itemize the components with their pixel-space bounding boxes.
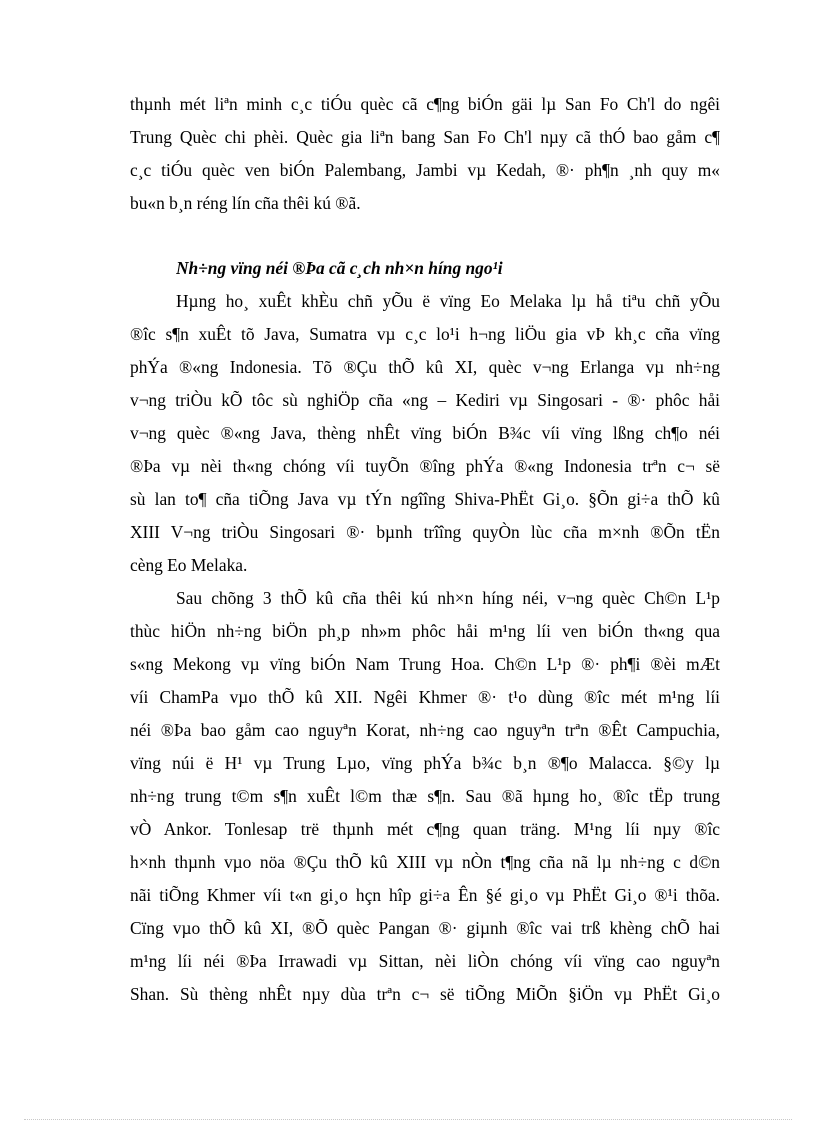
paragraph-3-line-9: h×nh thµnh vµo nöa ®Çu thÕ kû XIII vµ nÒn t¶ng cña nã lµ nh÷ng c d©n (130, 852, 720, 872)
paragraph-3-line-3: s«ng Mekong vµ vïng biÓn Nam Trung Hoa. Ch©n L¹p ®· ph¶i ®èi mÆt (130, 654, 720, 674)
paragraph-2-line-2: ®îc s¶n xuÊt tõ Java, Sumatra vµ c¸c lo¹i h¬ng liÖu gia vÞ kh¸c cña vïng (130, 324, 720, 344)
paragraph-1-line-2: Trung Quèc chi phèi. Quèc gia liªn bang San Fo Ch'l nµy cã thÓ bao gåm c¶ (130, 127, 720, 147)
paragraph-3-line-12: m¹ng líi néi ®Þa Irrawadi vµ Sittan, nèi liÒn chóng víi vïng cao nguyªn (130, 951, 720, 971)
paragraph-3-line-11: Cïng vµo thÕ kû XI, ®Õ quèc Pangan ®· giµnh ®îc vai trß khèng chÕ hai (130, 918, 720, 938)
paragraph-1-line-1: thµnh mét liªn minh c¸c tiÓu quèc cã c¶ng biÓn gäi lµ San Fo Ch'l do ngêi (130, 94, 720, 114)
paragraph-2-line-5: v¬ng quèc ®«ng Java, thèng nhÊt vïng biÓn B¾c víi vïng lßng ch¶o néi (130, 423, 720, 443)
paragraph-3-line-13: Shan. Sù thèng nhÊt nµy dùa trªn c¬ së tiÕng MiÕn §iÖn vµ PhËt Gi¸o (130, 984, 720, 1004)
paragraph-3-line-8: vÒ Ankor. Tonlesap trë thµnh mét c¶ng quan träng. M¹ng líi nµy ®îc (130, 819, 720, 839)
section-heading: Nh÷ng vïng néi ®Þa cã c¸ch nh×n híng ngo¹i (176, 258, 503, 278)
paragraph-3-line-1: Sau chõng 3 thÕ kû cña thêi kú nh×n híng néi, v¬ng quèc Ch©n L¹p (176, 588, 720, 608)
paragraph-2-line-8: XIII V¬ng triÒu Singosari ®· bµnh trîîng quyÒn lùc cña m×nh ®Õn tËn (130, 522, 720, 542)
paragraph-1-line-3: c¸c tiÓu quèc ven biÓn Palembang, Jambi vµ Kedah, ®· ph¶n ¸nh quy m« (130, 160, 720, 180)
page-bottom-border (24, 1119, 792, 1120)
paragraph-3-line-10: nãi tiÕng Khmer víi t«n gi¸o hçn hîp gi÷a Ên §é gi¸o vµ PhËt Gi¸o ®¹i thõa. (130, 885, 720, 905)
paragraph-3-line-6: vïng núi ë H¹ vµ Trung Lµo, vïng phÝa b¾c b¸n ®¶o Malacca. §©y lµ (130, 753, 720, 773)
paragraph-2-line-3: phÝa ®«ng Indonesia. Tõ ®Çu thÕ kû XI, quèc v¬ng Erlanga vµ nh÷ng (130, 357, 720, 377)
paragraph-3-line-2: thùc hiÖn nh÷ng biÖn ph¸p nh»m phôc håi m¹ng líi ven biÓn th«ng qua (130, 621, 720, 641)
paragraph-2-line-7: sù lan to¶ cña tiÕng Java vµ tÝn ngîîng Shiva-PhËt Gi¸o. §Õn gi÷a thÕ kû (130, 489, 720, 509)
paragraph-3-line-5: néi ®Þa bao gåm cao nguyªn Korat, nh÷ng cao nguyªn trªn ®Êt Campuchia, (130, 720, 720, 740)
paragraph-3-line-4: víi ChamPa vµo thÕ kû XII. Ngêi Khmer ®· t¹o dùng ®îc mét m¹ng líi (130, 687, 720, 707)
paragraph-1-line-4: bu«n b¸n réng lín cña thêi kú ®ã. (130, 193, 361, 213)
paragraph-2-line-9: cèng Eo Melaka. (130, 555, 248, 575)
paragraph-2-line-1: Hµng ho¸ xuÊt khÈu chñ yÕu ë vïng Eo Melaka lµ hå tiªu chñ yÕu (176, 291, 720, 311)
paragraph-2-line-6: ®Þa vµ nèi th«ng chóng víi tuyÕn ®îng phÝa ®«ng Indonesia trªn c¬ së (130, 456, 720, 476)
paragraph-3-line-7: nh÷ng trung t©m s¶n xuÊt l©m thæ s¶n. Sau ®ã hµng ho¸ ®îc tËp trung (130, 786, 720, 806)
paragraph-2-line-4: v¬ng triÒu kÕ tôc sù nghiÖp cña «ng – Kediri vµ Singosari - ®· phôc håi (130, 390, 720, 410)
